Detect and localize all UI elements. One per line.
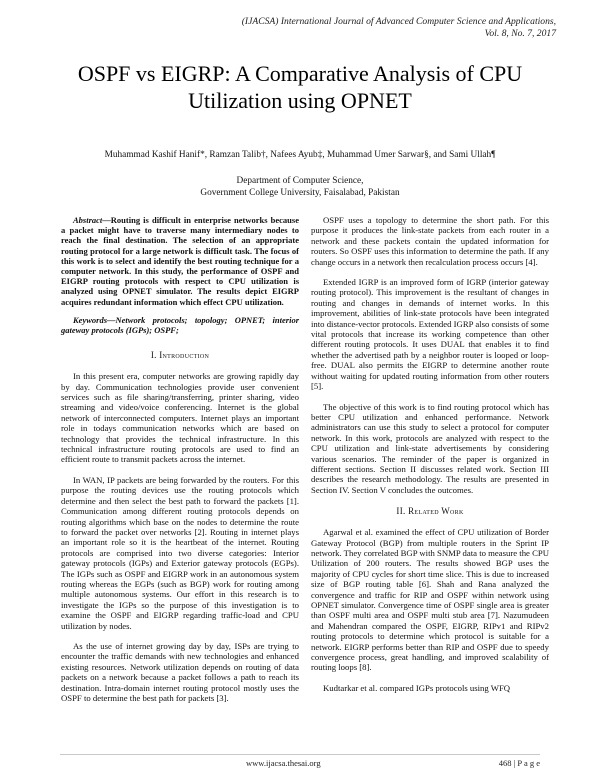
affiliation (100, 175, 500, 199)
abstract-text: —Routing is difficult in enterprise networks because a packet might have to traverse many intermediary nodes to reach the final destination. The selection of an appropriate routing protocol for a large network is difficult task. The focus of this work is to select and identify the best routing technique for a computer network. In this study, the performance of OSPF and EIGRP routing protocols with respect to CPU utilization is analyzed using OPNET simulator. The results depict EIGRP acquires redundant information which effect CPU utilization. (61, 215, 299, 307)
affiliation-department: Department of Computer Science, (236, 176, 364, 186)
keywords: Keywords—Network protocols; topology; OPNET; interior gateway protocols (IGPs); OSPF; (61, 314, 299, 336)
paragraph: The objective of this work is to find routing protocol which has better CPU utilization and enhanced performance. Network administrators can use this study to select a protocol for computer network. In this work, protocols are analyzed with respect to the CPU utilization and link-state advertisements by considering various scenarios. The reminder of the paper is organized in different sections. Section II discusses related work. Section III describes the research methodology. The results are presented in Section IV. Section V concludes the outcomes. (311, 401, 549, 495)
abstract (61, 215, 299, 307)
title-line-2: Utilization using OPNET (188, 88, 412, 113)
paper-title (40, 60, 560, 114)
footer-url: www.ijacsa.thesai.org (246, 758, 321, 768)
title-line-1: OSPF vs EIGRP: A Comparative Analysis of CPU (77, 61, 523, 86)
footer-page-number: 468 | P a g e (498, 758, 540, 768)
footer-divider (60, 754, 540, 755)
paragraph: Agarwal et al. examined the effect of CPU utilization of Border Gateway Protocol (BGP) from multiple routers in the Sprint IP network. They correlated BGP with SNMP data to measure the CPU Utilization of 200 routers. The results showed BGP uses the majority of CPU cycles for short time slice. This is due to increased size of BGP routing table [6]. Shah and Rana analyzed the convergence and traffic for RIP and OSPF within network using OPNET simulator. Convergence time of OSPF single area is greater than OSPF multi area and OSPF multi stub area [7]. Nazumudeen and Mahendran compared the OSPF, EIGRP, RIPv1 and RIPv2 routing protocols to determine which protocol is suitable for a network. EIGRP performs better than RIP and OSPF due to speedy convergence process, great handling, and improved scalability of routing loops [8]. (311, 527, 549, 673)
affiliation-university: Government College University, Faisalabad, Pakistan (200, 188, 400, 198)
abstract-lead: Abstract (73, 215, 103, 225)
author-list: Muhammad Kashif Hanif*, Ramzan Talib†, Nafees Ayub‡, Muhammad Umer Sarwar§, and Sami Ullah¶ (104, 150, 496, 160)
journal-volume: Vol. 8, No. 7, 2017 (484, 28, 556, 39)
paragraph: In this present era, computer networks are growing rapidly day by day. Communication technologies provide user convenient services such as file sharing/transferring, printer sharing, video streaming and video/voice conferencing. Internet is the global network of interconnected computers. Internet plays an important role in todays communication networks which are based on technology that provides the technical infrastructure. In this technical infrastructure routing protocols are used to find an efficient route to transmit packets across the internet. (61, 371, 299, 465)
right-column (311, 215, 549, 703)
section-heading-related-work: II. Related Work (396, 506, 464, 517)
section-heading-introduction: I. Introduction (150, 350, 210, 361)
paragraph: Kudtarkar et al. compared IGPs protocols using WFQ (323, 682, 511, 693)
left-column (61, 215, 299, 713)
paragraph: OSPF uses a topology to determine the short path. For this purpose it produces the link-state packets from each router in a network and these packets contain the updated information for routers. So OSPF uses this information to determine the path. If any change occurs in a network then recalculation process occurs [4]. (311, 215, 549, 267)
journal-name: (IJACSA) International Journal of Advanced Computer Science and Applications, (241, 16, 556, 27)
paragraph: In WAN, IP packets are being forwarded by the routers. For this purpose the routing devices use the routing protocols which determine and then select the best path to forward the packets [1]. Communication among different routing protocols depends on routing algorithms which base on the nodes to determine the route to forward the packet over networks [2]. Routing in internet plays an important role so it is the heartbeat of the internet. Routing protocols are comprised into two diverse categories: Interior gateway protocols (IGPs) and Exterior gateway protocols (EGPs). The IGPs such as OSPF and EIGRP work in an autonomous system routing whereas the EGPs (such as BGP) work for routing among multiple autonomous systems. Our effort in this research is to investigate the IGPs so the purpose of this investigation is to examine the OSPF and EIGRP regarding traffic-load and CPU utilization by nodes. (61, 474, 299, 631)
journal-header (136, 16, 556, 40)
paragraph: As the use of internet growing day by day, ISPs are trying to encounter the traffic demands with new technologies and enhanced existing resources. Network utilization depends on routing of data packets on a network because a packet follows a path to reach its destination. Intra-domain internet routing protocol mostly uses the OSPF to determine the best path for packets [3]. (61, 640, 299, 704)
paragraph: Extended IGRP is an improved form of IGRP (interior gateway routing protocol). This improvement is the resultant of changes in routing and changes in demands of internet works. In this improvement, abilities of link-state protocols have been integrated into distance-vector protocols. Extended IGRP also consists of some vital protocols that increase its working competence than other different routing protocols. It uses DUAL that enables it to find whether the advertised path by a neighbor router is looped or loop-free. DUAL also permits the EIGRP to determine another route without waiting for updated routing information from other routers [5]. (311, 277, 549, 392)
